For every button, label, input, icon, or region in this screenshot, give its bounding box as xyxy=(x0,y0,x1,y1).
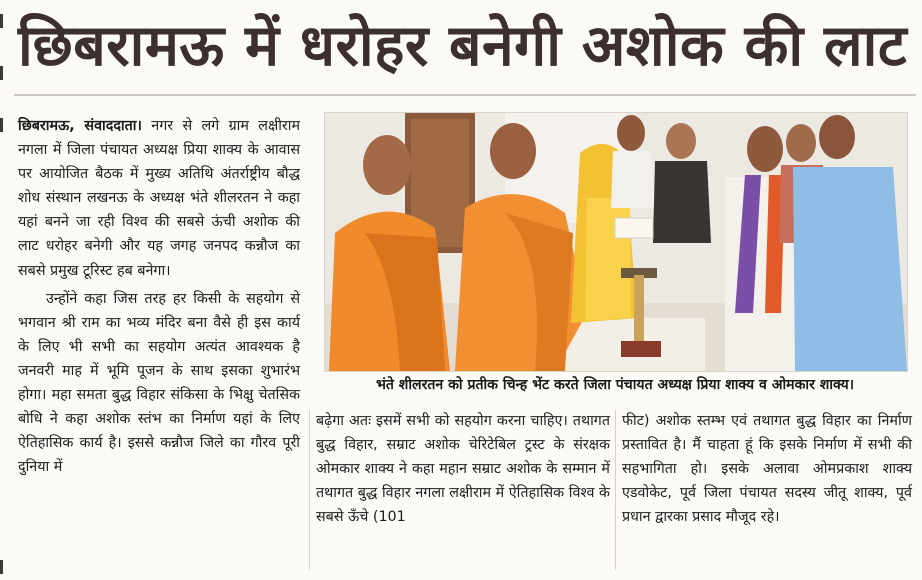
page-edge-mark xyxy=(0,66,3,80)
column-divider xyxy=(615,410,616,570)
page-edge-mark xyxy=(0,560,3,574)
page-edge-mark xyxy=(0,118,3,132)
photo-caption: भंते शीलरतन को प्रतीक चिन्ह भेंट करते जिला पंचायत अध्यक्ष प्रिया शाक्य व ओमकार शाक्य। xyxy=(375,377,855,393)
news-photo-image xyxy=(325,113,907,371)
paragraph-2: उन्होंने कहा जिस तरह हर किसी के सहयोग से भगवान श्री राम का भव्य मंदिर बना वैसे ही इस कार्य के लिए भी सभी का सहयोग अत्यंत आवश्यक है जनवरी माह में भूमि पूजन के साथ इसका शुभारंभ होगा। महा समता बुद्ध विहार संकिसा के भिक्षु चेतसिक बोधि ने कहा अशोक स्तंभ का निर्माण यहां के लिए ऐतिहासिक कार्य है। इससे कन्नौज जिले का गौरव पूरी दुनिया में xyxy=(18,290,300,476)
article-column-1 xyxy=(18,114,300,479)
article-headline: छिबरामऊ में धरोहर बनेगी अशोक की लाट xyxy=(18,13,908,79)
paragraph-1 xyxy=(18,114,300,283)
paragraph-1-text: नगर से लगे ग्राम लक्षीराम नगला में जिला पंचायत अध्यक्ष प्रिया शाक्य के आवास पर आयोजित बैठक में मुख्य अतिथि अंतर्राष्ट्रीय बौद्ध शोध संस्थान लखनऊ के अध्यक्ष भंते शीलरतन ने कहा यहां बनने जा रही विश्व की सबसे ऊंची अशोक की लाट धरोहर बनेगी और यह जगह जनपद कन्नौज का सबसे प्रमुख टूरिस्ट हब बनेगा। xyxy=(18,118,300,279)
headline-divider xyxy=(14,94,916,96)
page-edge-mark xyxy=(0,14,3,28)
news-photo xyxy=(324,112,908,372)
column-2-text: बढ़ेगा अतः इसमें सभी को सहयोग करना चाहिए। तथागत बुद्ध विहार, सम्राट अशोक चेरिटेबिल ट्रस्ट के संरक्षक ओमकार शाक्य ने कहा महान सम्राट अशोक के सम्मान में तथागत बुद्ध विहार नगला लक्षीराम में ऐतिहासिक विश्व के सबसे ऊँचे (101 xyxy=(316,413,610,526)
article-column-2 xyxy=(316,409,610,529)
article-column-3 xyxy=(622,409,912,529)
byline: छिबरामऊ, संवाददाता। xyxy=(18,118,142,134)
column-divider xyxy=(309,410,310,570)
column-3-text: फीट) अशोक स्तम्भ एवं तथागत बुद्ध विहार का निर्माण प्रस्तावित है। मैं चाहता हूं कि इसके निर्माण में सभी की सहभागिता हो। इसके अलावा ओमप्रकाश शाक्य एडवोकेट, पूर्व जिला पंचायत सदस्य जीतू शाक्य, पूर्व प्रधान द्वारका प्रसाद मौजूद रहे। xyxy=(622,413,912,526)
